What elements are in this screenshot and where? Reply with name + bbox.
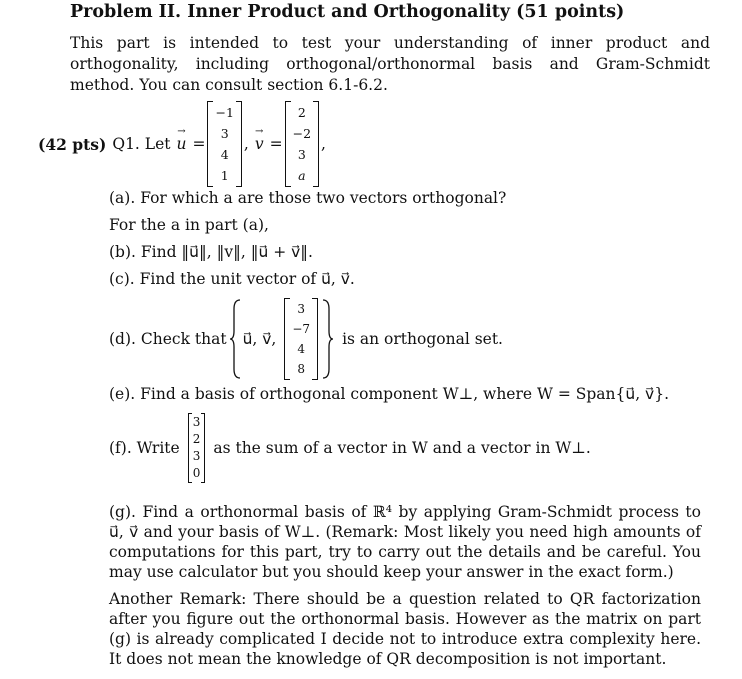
matrix-entry: 3: [192, 415, 201, 429]
q1-points: (42 pts): [38, 134, 107, 154]
matrix-entry: 3: [297, 302, 306, 316]
part-e: (e). Find a basis of orthogonal component W⊥, where W = Span{u⃗, v⃗}.: [109, 385, 670, 403]
right-bracket: [201, 413, 205, 483]
matrix-entry: 8: [297, 362, 306, 376]
part-b: (b). Find ‖u⃗‖, ‖v‖, ‖u⃗ + v⃗‖.: [109, 243, 313, 261]
right-bracket: [312, 298, 318, 380]
v-symbol: → v: [255, 135, 264, 153]
matrix-entry: 4: [220, 147, 229, 162]
part-f: [109, 413, 591, 483]
matrix-entry: −7: [292, 322, 311, 336]
right-bracket: [313, 101, 319, 187]
matrix-entry: −1: [215, 105, 234, 120]
another-remark: Another Remark: There should be a question related to QR factorization after you figure out the orthonormal basis. However as the matrix on part (g) is already complicated I decide not to introduce extra complexity here. It does not mean the knowledge of QR decomposition is not important.: [109, 590, 701, 668]
matrix-entry: 4: [297, 342, 306, 356]
part-d-vectors: u⃗, v⃗,: [242, 330, 277, 348]
matrix-entry: 1: [220, 168, 229, 183]
matrix-entry: 3: [192, 449, 201, 463]
separator-comma: ,: [243, 135, 249, 153]
u-symbol: → u: [176, 135, 186, 153]
vector-f-matrix: [188, 413, 206, 483]
matrix-entry: −2: [292, 126, 312, 141]
part-g: (g). Find a orthonormal basis of ℝ⁴ by applying Gram-Schmidt process to u⃗, v⃗ and your basis of W⊥. (Remark: Most likely you need high amounts of computations for this part, try to carry out the details and be careful. You may use calculator but you should keep your answer in the exact form.): [109, 503, 701, 581]
part-a: (a). For which a are those two vectors orthogonal?: [109, 189, 507, 207]
part-f-suffix: as the sum of a vector in W and a vector in W⊥.: [213, 439, 591, 457]
matrix-entry: 3: [220, 126, 229, 141]
q1-label: Q1. Let: [112, 135, 171, 153]
problem-title: Problem II. Inner Product and Orthogonality (51 points): [70, 2, 625, 22]
part-a-followup: For the a in part (a),: [109, 216, 269, 234]
matrix-entry: 2: [192, 432, 201, 446]
part-c: (c). Find the unit vector of u⃗, v⃗.: [109, 270, 355, 288]
problem-intro: This part is intended to test your understanding of inner product and orthogonality, including orthogonal/orthonormal basis and Gram-Schmidt method. You can consult section 6.1-6.2.: [70, 34, 710, 94]
equals-sign: =: [269, 135, 283, 153]
matrix-entry: a: [298, 168, 306, 183]
vector-v-matrix: [285, 101, 319, 187]
right-bracket: [236, 101, 242, 187]
left-brace: [229, 299, 241, 379]
vector-w-matrix: [284, 298, 318, 380]
part-d: [109, 298, 503, 380]
vector-u-matrix: [207, 101, 241, 187]
right-brace: [322, 299, 334, 379]
separator-comma: ,: [321, 135, 326, 153]
equals-sign: =: [192, 135, 206, 153]
part-d-prefix: (d). Check that: [109, 330, 227, 348]
part-d-suffix: is an orthogonal set.: [342, 330, 503, 348]
part-f-prefix: (f). Write: [109, 439, 180, 457]
matrix-entry: 2: [297, 105, 306, 120]
matrix-entry: 3: [297, 147, 306, 162]
matrix-entry: 0: [192, 466, 201, 480]
q1-statement: [38, 101, 326, 187]
